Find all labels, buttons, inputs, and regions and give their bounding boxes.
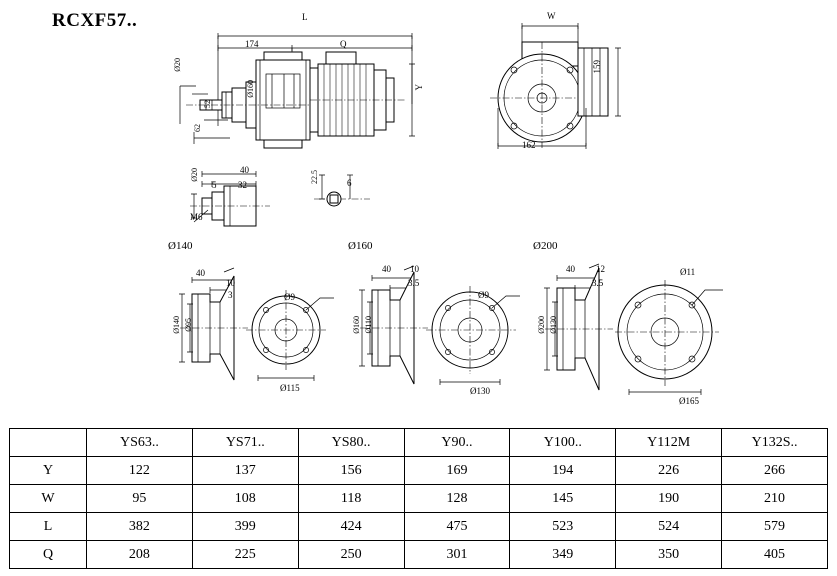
f140-dim-d95: Ø95 [184, 318, 193, 332]
table-cell: 579 [722, 513, 828, 541]
column-header: Y90.. [404, 429, 510, 457]
f160-dim-d110: Ø110 [364, 316, 373, 334]
f140-dim-10: 10 [226, 278, 235, 288]
table-cell: 250 [298, 541, 404, 569]
dim-L: L [302, 12, 308, 22]
f200-dim-d200: Ø200 [537, 316, 546, 334]
f140-dim-d140: Ø140 [172, 316, 181, 334]
table-row [10, 513, 828, 541]
table-cell: 266 [722, 457, 828, 485]
flange-caption-160: Ø160 [348, 240, 373, 252]
table-cell: 475 [404, 513, 510, 541]
table-cell: 424 [298, 513, 404, 541]
end-view [480, 8, 650, 158]
f160-dim-d160: Ø160 [352, 316, 361, 334]
detail-dim-6: 6 [347, 178, 352, 188]
detail-dim-M6: M6 [190, 212, 203, 222]
f160-dim-3-5: 3.5 [408, 278, 420, 288]
dim-174: 174 [245, 39, 259, 49]
spec-table [9, 428, 828, 569]
column-header: YS63.. [87, 429, 193, 457]
table-cell: 523 [510, 513, 616, 541]
f160-dim-10: 10 [410, 264, 419, 274]
spec-table-wrap [9, 428, 828, 569]
table-cell: 128 [404, 485, 510, 513]
row-label: W [10, 485, 87, 513]
table-cell: 225 [192, 541, 298, 569]
f200-dim-12: 12 [596, 264, 605, 274]
table-cell: 405 [722, 541, 828, 569]
dim-d20: Ø20 [173, 58, 182, 72]
f160-dim-d130: Ø130 [470, 386, 490, 396]
row-label: Y [10, 457, 87, 485]
column-header: Y112M [616, 429, 722, 457]
column-header: YS80.. [298, 429, 404, 457]
flange-view-160 [348, 258, 523, 398]
f160-dim-40: 40 [382, 264, 391, 274]
table-cell: 301 [404, 541, 510, 569]
f140-dim-d9: Ø9 [284, 292, 295, 302]
table-cell: 190 [616, 485, 722, 513]
table-cell: 118 [298, 485, 404, 513]
f140-dim-d115: Ø115 [280, 383, 300, 393]
detail-dim-22-5: 22.5 [310, 170, 319, 184]
f200-dim-40: 40 [566, 264, 575, 274]
table-cell: 108 [192, 485, 298, 513]
table-cell: 122 [87, 457, 193, 485]
column-header: Y100.. [510, 429, 616, 457]
detail-dim-32: 32 [238, 180, 247, 190]
table-cell: 194 [510, 457, 616, 485]
dim-162: 162 [522, 140, 536, 150]
row-label: Q [10, 541, 87, 569]
detail-dim-d20: Ø20 [190, 168, 199, 182]
detail-dim-5: 5 [212, 180, 217, 190]
f200-dim-3-5: 3.5 [592, 278, 604, 288]
main-side-view [160, 8, 440, 158]
table-row [10, 457, 828, 485]
table-cell: 399 [192, 513, 298, 541]
row-label: L [10, 513, 87, 541]
flange-caption-200: Ø200 [533, 240, 558, 252]
f200-dim-d165: Ø165 [679, 396, 699, 406]
dim-62: 62 [193, 124, 202, 132]
table-row [10, 485, 828, 513]
table-cell: 208 [87, 541, 193, 569]
dim-159: 159 [592, 60, 602, 74]
table-corner-cell [10, 429, 87, 457]
table-cell: 145 [510, 485, 616, 513]
table-header-row [10, 429, 828, 457]
dim-W: W [547, 11, 556, 21]
table-cell: 137 [192, 457, 298, 485]
key-detail-view [310, 165, 380, 225]
table-cell: 169 [404, 457, 510, 485]
f200-dim-d130: Ø130 [549, 316, 558, 334]
page-title: RCXF57.. [52, 10, 138, 31]
f140-dim-3: 3 [228, 290, 233, 300]
f140-dim-40: 40 [196, 268, 205, 278]
table-row [10, 541, 828, 569]
detail-dim-40: 40 [240, 165, 249, 175]
dim-Y: Y [414, 84, 424, 91]
dim-Q: Q [340, 39, 347, 49]
table-cell: 350 [616, 541, 722, 569]
table-cell: 210 [722, 485, 828, 513]
flange-caption-140: Ø140 [168, 240, 193, 252]
table-cell: 349 [510, 541, 616, 569]
dim-52: 52 [203, 100, 212, 108]
table-cell: 95 [87, 485, 193, 513]
table-cell: 382 [87, 513, 193, 541]
f200-dim-d11: Ø11 [680, 267, 696, 277]
table-cell: 226 [616, 457, 722, 485]
column-header: Y132S.. [722, 429, 828, 457]
column-header: YS71.. [192, 429, 298, 457]
dim-d160: Ø160 [246, 80, 255, 98]
table-cell: 524 [616, 513, 722, 541]
f160-dim-d9: Ø9 [478, 290, 489, 300]
table-cell: 156 [298, 457, 404, 485]
flange-view-200 [533, 258, 728, 403]
